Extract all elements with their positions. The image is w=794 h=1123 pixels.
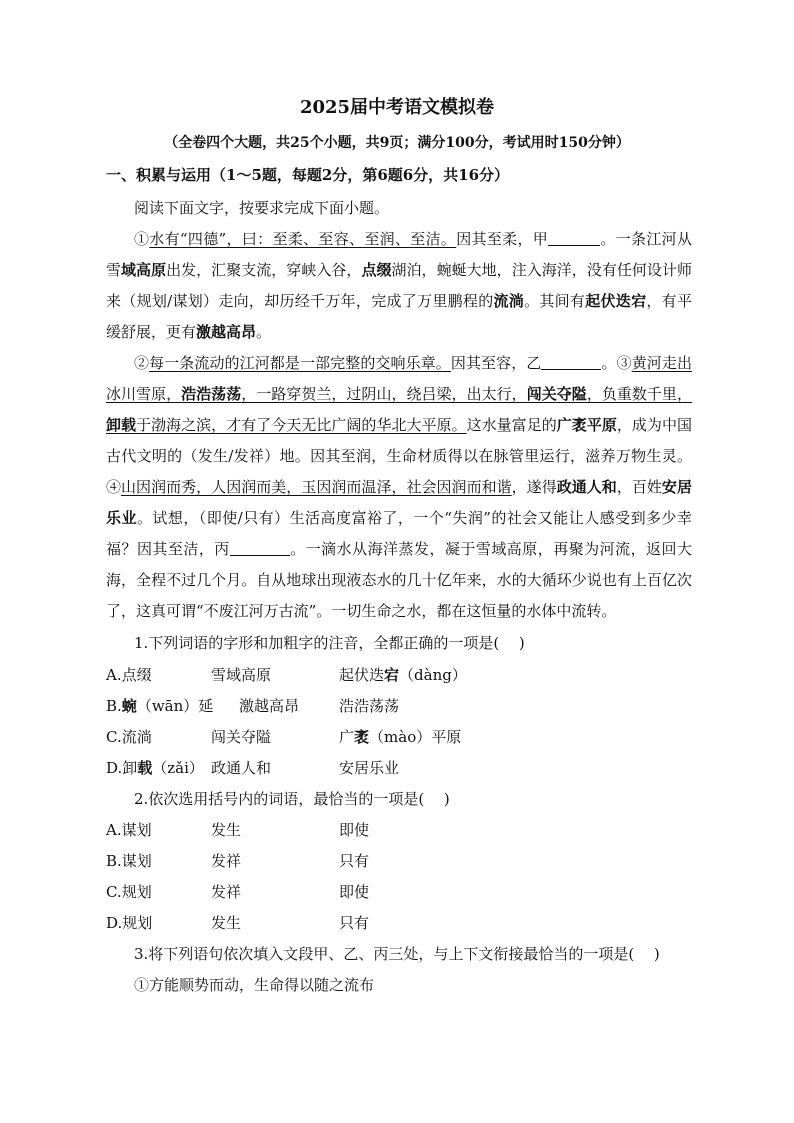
bold-term: 流淌 bbox=[493, 292, 525, 310]
bold-term: 点缀 bbox=[361, 261, 392, 279]
passage-text: 这水量富足的 bbox=[466, 416, 557, 434]
option-term: 只有 bbox=[339, 914, 370, 932]
underlined-sentence: ，一路穿贺兰，过阴山，绕吕梁，出太行， bbox=[241, 385, 527, 403]
passage-text: ，成为中国古代文明的（发生/发祥）地。因其至润，生命材质得以在脉管里运行，滋养万物生灵。④ bbox=[106, 416, 692, 496]
underlined-sentence: 水有“四德”，曰：至柔、至容、至润、至洁。 bbox=[149, 230, 457, 248]
passage-text: 。一条江河从雪 bbox=[106, 230, 692, 279]
pinyin: （zǎi） bbox=[152, 759, 204, 777]
exam-info: （全卷四个大题，共25个小题，共9页；满分100分，考试用时150分钟） bbox=[164, 135, 630, 151]
underlined-sentence: 每一条流动的江河都是一部完整的交响乐章。 bbox=[149, 354, 451, 372]
bold-char: 蜿 bbox=[121, 697, 137, 715]
question-1-stem: 1.下列词语的字形和加粗字的注音，全都正确的一项是( ) bbox=[134, 634, 525, 652]
passage-text: 。 bbox=[256, 323, 272, 341]
passage-text: ② bbox=[134, 354, 150, 372]
option-letter: B. bbox=[106, 697, 122, 715]
passage-text: 。一滴水从海洋蒸发，凝于雪域高原，再聚为河流，返回大海，全程不过几个月。自从地球出现液态水的几十亿年来，水的大循环少说也有上百亿次了，这真可谓“不废江河万古流”。一切生命之水，都在这恒量的水体中流转。 bbox=[106, 540, 692, 620]
pinyin: （dàng） bbox=[399, 666, 467, 684]
pinyin: （wān）延 bbox=[136, 697, 214, 715]
passage-text: 因其至容，乙 bbox=[450, 354, 542, 372]
blank-yi[interactable] bbox=[541, 351, 601, 370]
passage-text: 湖泊，蜿蜒大地，注入海洋，没有任何设计师来（规划/谋划）走向，却历经千万年，完成了万里鹏程的 bbox=[106, 261, 692, 310]
question-2-option-b[interactable] bbox=[106, 849, 370, 873]
passage-text: 因其至柔，甲 bbox=[456, 230, 549, 248]
reading-instruction: 阅读下面文字，按要求完成下面小题。 bbox=[134, 199, 390, 217]
option-term: 激越高昂 bbox=[239, 697, 300, 715]
option-term: 雪域高原 bbox=[211, 666, 272, 684]
option-label: A.谋划 bbox=[106, 821, 152, 839]
option-term-text: 广 bbox=[339, 728, 355, 746]
bold-term: 广袤平原 bbox=[556, 416, 617, 434]
question-1-option-b[interactable] bbox=[106, 694, 400, 718]
option-label: A.点缀 bbox=[106, 666, 152, 684]
page-title: 2025届中考语文模拟卷 bbox=[299, 97, 495, 118]
pinyin: （mào）平原 bbox=[369, 728, 462, 746]
option-term: 浩浩荡荡 bbox=[339, 697, 400, 715]
underlined-sentence: ，负重数千里， bbox=[586, 385, 692, 403]
bold-term: 政通人和 bbox=[556, 478, 617, 496]
option-label bbox=[106, 697, 213, 715]
question-2-stem: 2.依次选用括号内的词语，最恰当的一项是( ) bbox=[134, 790, 450, 808]
option-term: 只有 bbox=[339, 852, 370, 870]
blank-bing[interactable] bbox=[230, 537, 290, 556]
option-label: D.规划 bbox=[106, 914, 153, 932]
option-letter: D.卸 bbox=[106, 759, 138, 777]
option-label: B.谋划 bbox=[106, 852, 152, 870]
section-heading: 一、积累与运用（1～5题，每题2分，第6题6分，共16分） bbox=[106, 166, 510, 184]
option-term bbox=[339, 725, 461, 749]
question-1-option-a[interactable] bbox=[106, 663, 467, 687]
option-term: 发生 bbox=[211, 821, 242, 839]
underlined-sentence: 于渤海之滨，才有了今天无比广阔的华北大平原。 bbox=[136, 416, 467, 434]
bold-term: 起伏迭宕 bbox=[585, 292, 647, 310]
question-2-option-a[interactable] bbox=[106, 818, 370, 842]
passage-text: ，有平缓舒展，更有 bbox=[106, 292, 692, 341]
bold-term: 激越高昂 bbox=[196, 323, 257, 341]
question-3-item-1: ①方能顺势而动，生命得以随之流布 bbox=[134, 976, 375, 994]
option-term-text: 起伏迭 bbox=[339, 666, 385, 684]
question-2-option-d[interactable] bbox=[106, 911, 370, 935]
option-term: 发祥 bbox=[211, 883, 242, 901]
option-term: 即使 bbox=[339, 883, 370, 901]
question-1-option-c[interactable] bbox=[106, 725, 462, 749]
passage-text: 。③ bbox=[601, 354, 632, 372]
option-term bbox=[339, 663, 467, 687]
passage-paragraph-2 bbox=[106, 348, 692, 627]
option-term: 政通人和 bbox=[211, 759, 272, 777]
option-term: 即使 bbox=[339, 821, 370, 839]
passage-text: 。试想，（即使/只有）生活高度富裕了，一个“失润”的社会又能让人感受到多少幸福？因其至洁，丙 bbox=[106, 509, 692, 558]
option-term: 安居乐业 bbox=[339, 759, 400, 777]
bold-char: 袤 bbox=[354, 728, 370, 746]
option-term: 发祥 bbox=[211, 852, 242, 870]
passage-text: 。其间有 bbox=[524, 292, 586, 310]
passage-paragraph-1 bbox=[106, 224, 692, 348]
passage-text: 出发，汇聚支流，穿峡入谷， bbox=[166, 261, 362, 279]
passage-text: ，百姓 bbox=[616, 478, 662, 496]
bold-term: 卸载 bbox=[106, 416, 137, 434]
option-term: 发生 bbox=[211, 914, 242, 932]
bold-char: 载 bbox=[137, 759, 153, 777]
option-label: C.流淌 bbox=[106, 728, 152, 746]
bold-term: 安居乐业 bbox=[106, 478, 692, 527]
bold-term: 浩浩荡荡 bbox=[181, 385, 242, 403]
option-label bbox=[106, 759, 204, 777]
bold-term: 域高原 bbox=[121, 261, 167, 279]
question-2-option-c[interactable] bbox=[106, 880, 370, 904]
option-label: C.规划 bbox=[106, 883, 152, 901]
question-3-stem: 3.将下列语句依次填入文段甲、乙、丙三处，与上下文衔接最恰当的一项是( ) bbox=[134, 945, 660, 963]
question-1-option-d[interactable] bbox=[106, 756, 400, 780]
underlined-sentence: 黄河走出冰川雪原， bbox=[106, 354, 692, 403]
passage-text: ，遂得 bbox=[511, 478, 557, 496]
blank-jia[interactable] bbox=[548, 227, 600, 246]
option-term: 闯关夺隘 bbox=[211, 728, 272, 746]
passage-text: ① bbox=[134, 230, 150, 248]
bold-term: 闯关夺隘 bbox=[526, 385, 587, 403]
underlined-sentence: 山因润而秀，人因润而美，玉因润而温泽，社会因润而和谐 bbox=[121, 478, 512, 496]
bold-char: 宕 bbox=[384, 666, 400, 684]
